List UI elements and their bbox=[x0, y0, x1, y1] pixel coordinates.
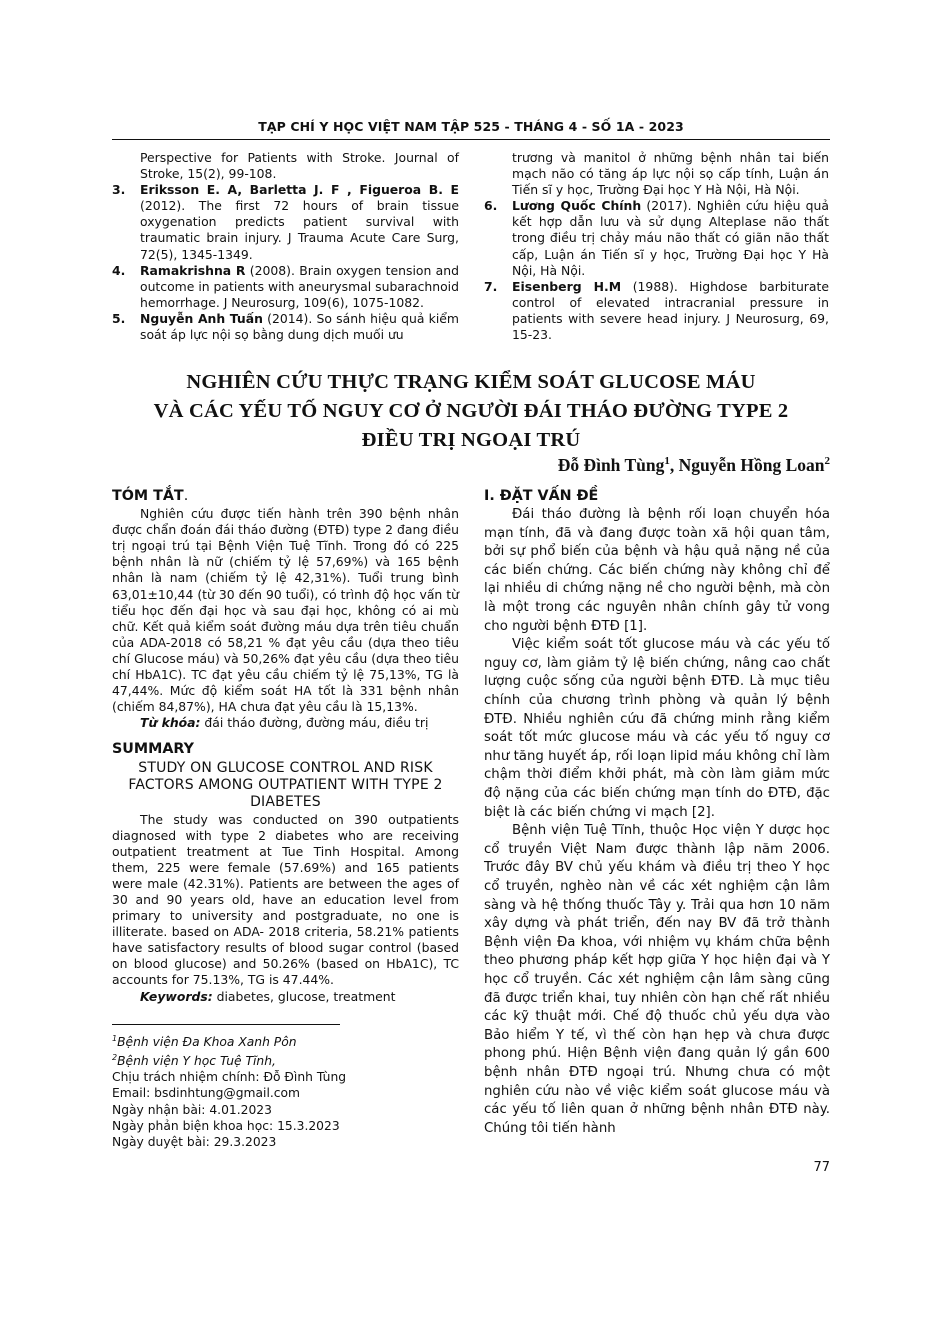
intro-paragraph: Đái tháo đường là bệnh rối loạn chuyển hóa mạn tính, đã và đang được toàn xã hội quan tâm, bởi sự phổ biến của bệnh và hậu quả nặng nề của các biến chứng. Các biến chứng này không chỉ để lại nhiều di chứng nặng nề cho người bệnh, mà còn là một trong các nguyên nhân chính gây tử vong cho người bệnh ĐTĐ [1]. bbox=[484, 507, 830, 634]
reference-item bbox=[112, 311, 459, 343]
author-affiliation-mark: 2 bbox=[824, 455, 830, 468]
reference-text: (2008). Brain oxygen tension and outcome in patients with aneurysmal subarachnoid hemorrhage. J Neurosurg, 109(6), 1075-1082. bbox=[140, 262, 459, 310]
title-line: NGHIÊN CỨU THỰC TRẠNG KIỂM SOÁT GLUCOSE MÁU bbox=[186, 371, 756, 393]
page-number: 77 bbox=[813, 1160, 830, 1175]
reference-item bbox=[484, 198, 829, 278]
reference-text: (2012). The first 72 hours of brain tissue oxygenation predicts patient survival with traumatic brain injury. J Trauma Acute Care Surg, 72(5), 1345-1349. bbox=[140, 198, 459, 262]
reference-continuation: Perspective for Patients with Stroke. Journal of Stroke, 15(2), 99-108. bbox=[140, 150, 459, 182]
header-rule bbox=[112, 139, 830, 140]
reference-author: Lương Quốc Chính bbox=[512, 198, 642, 214]
left-column bbox=[112, 488, 459, 1005]
footnotes bbox=[112, 1031, 459, 1150]
article-title bbox=[112, 368, 830, 455]
abstract-heading: TÓM TẮT. bbox=[112, 488, 189, 504]
footnote-rule bbox=[112, 1024, 340, 1025]
intro-paragraph: Việc kiểm soát tốt glucose máu và các yếu tố nguy cơ, làm giảm tỷ lệ biến chứng, nâng cao chất lượng cuộc sống của người bệnh ĐTĐ. Là mục tiêu chính của chương trình phòng và quản lý bệnh ĐTĐ. Nhiều nghiên cứu đã chứng minh rằng kiểm soát tốt mức glucose máu và các yếu tố nguy cơ như tăng huyết áp, rối loạn lipid máu không chỉ làm chậm thời điểm khởi phát, mà còn làm giảm mức độ nặng của các biến chứng mạn tính do ĐTĐ, đặc biệt là các biến chứng vi mạch [2]. bbox=[484, 637, 830, 820]
reference-text: (2017). Nghiên cứu hiệu quả kết hợp dẫn lưu và sử dụng Alteplase não thất trong điều trị chảy máu não thất có giãn não thất cấp, Luận án Tiến sĩ y học, Trường Đại học Y Hà Nội, Hà Nội. bbox=[512, 198, 829, 278]
author-line: Đỗ Đình Tùng$^1$, Nguyễn Hồng Loan$^2$ bbox=[557, 455, 830, 475]
author-name: Đỗ Đình Tùng bbox=[557, 455, 665, 475]
reference-number: 6. bbox=[484, 198, 498, 214]
summary-keywords: Keywords: diabetes, glucose, treatment bbox=[140, 988, 396, 1004]
abstract-text: Nghiên cứu được tiến hành trên 390 bệnh nhân được chẩn đoán đái tháo đường (ĐTĐ) type 2 đang điều trị ngoại trú tại Bệnh Viện Tuệ Tĩnh. Trong đó có 225 bệnh nhân là nữ (chiếm tỷ lệ 57,69%) và 165 bệnh nhân là nam (chiếm tỷ lệ 42,31%). Tuổi trung bình 63,01±10,44 (từ 30 đến 90 tuổi), có trình độ học vấn từ tiểu học đến đại học và sau đại học, không có ai mù chữ. Kết quả kiểm soát đường máu dựa trên tiêu chuẩn của ADA-2018 có 58,21 % đạt yêu cầu (dựa theo tiêu chí Glucose máu) và 50,26% đạt yêu cầu (dựa theo tiêu chí HbA1C). TC đạt yêu cầu chiếm tỷ lệ 75,13%, TG là 47,44%. Mức độ kiểm soát HA tốt là 331 bệnh nhân (chiếm 84,87%), HA chưa đạt yêu cầu là 15,13%. bbox=[112, 506, 459, 715]
affiliation-1: $^1$Bệnh viện Đa Khoa Xanh Pôn bbox=[112, 1034, 297, 1050]
summary-heading: SUMMARY bbox=[112, 741, 195, 758]
summary-title: STUDY ON GLUCOSE CONTROL AND RISK FACTORS AMONG OUTPATIENT WITH TYPE 2 DIABETES bbox=[128, 759, 443, 810]
author-affiliation-mark: 1 bbox=[664, 455, 670, 468]
reference-continuation: trương và manitol ở những bệnh nhân tai biến mạch não có tăng áp lực nội sọ cấp tính, Luận án Tiến sĩ y học, Trường Đại học Y Hà Nội, Hà Nội. bbox=[512, 150, 829, 198]
reference-author: Nguyễn Anh Tuấn bbox=[140, 310, 263, 326]
references-right bbox=[484, 150, 829, 343]
footnote-line: Email: bsdinhtung@gmail.com bbox=[112, 1086, 301, 1101]
footnote-line: Chịu trách nhiệm chính: Đỗ Đình Tùng bbox=[112, 1070, 347, 1085]
running-header: TẠP CHÍ Y HỌC VIỆT NAM TẬP 525 - THÁNG 4 - SỐ 1A - 2023 bbox=[258, 119, 684, 134]
reference-number: 3. bbox=[112, 182, 126, 198]
reference-item bbox=[484, 279, 829, 343]
author-name: Nguyễn Hồng Loan bbox=[678, 455, 825, 475]
affiliation-2: $^2$Bệnh viện Y học Tuệ Tĩnh, bbox=[112, 1053, 276, 1069]
footnote-line: Ngày nhận bài: 4.01.2023 bbox=[112, 1102, 272, 1117]
footnote-line: Ngày phản biện khoa học: 15.3.2023 bbox=[112, 1118, 340, 1133]
reference-text: (2014). So sánh hiệu quả kiểm soát áp lực nội sọ bằng dung dịch muối ưu bbox=[140, 310, 459, 343]
reference-item bbox=[112, 263, 459, 311]
reference-number: 7. bbox=[484, 278, 498, 294]
references-left bbox=[112, 150, 459, 343]
intro-heading: I. ĐẶT VẤN ĐỀ bbox=[484, 488, 599, 504]
reference-author: Eriksson E. A, Barletta J. F , Figueroa B. E bbox=[140, 182, 459, 198]
footnote-line: Ngày duyệt bài: 29.3.2023 bbox=[112, 1134, 277, 1149]
reference-text: (1988). Highdose barbiturate control of elevated intracranial pressure in patients with severe head injury. J Neurosurg, 69, 15-23. bbox=[512, 278, 829, 343]
reference-author: Eisenberg H.M bbox=[512, 278, 622, 294]
abstract-keywords: Từ khóa: đái tháo đường, đường máu, điều trị bbox=[140, 715, 429, 731]
reference-number: 4. bbox=[112, 262, 126, 278]
title-line: ĐIỀU TRỊ NGOẠI TRÚ bbox=[361, 429, 581, 451]
summary-text: The study was conducted on 390 outpatients diagnosed with type 2 diabetes who are receiving outpatient treatment at Tue Tinh Hospital. Among them, 225 were female (57.69%) and 165 patients were male (42.31%). Patients are between the ages of 30 and 90 years old, have an education level from primary to university and postgraduate, no one is illiterate. based on ADA- 2018 criteria, 58.21% patients have satisfactory results of blood sugar control (based on blood glucose) and 50.26% (based on HbA1C), TC accounts for 75.13%, TG is 47.44%. bbox=[112, 811, 459, 988]
intro-paragraph: Bệnh viện Tuệ Tĩnh, thuộc Học viện Y dược học cổ truyền Việt Nam được thành lập năm 2006. Trước đây BV chủ yếu khám và điều trị theo Y học cổ truyền, nghèo nàn về các xét nghiệm cận lâm sàng và hệ thống thuốc Tây y. Trải qua hơn 10 năm xây dựng và phát triển, đến nay BV đã trở thành Bệnh viện Đa khoa, với nhiệm vụ khám chữa bệnh theo phương pháp kết hợp giữa Y học hiện đại và Y học cổ truyền. Các xét nghiệm cận lâm sàng cũng đã được triển khai, tuy nhiên còn hạn chế rất nhiều các kỹ thuật mới. Chế độ thuốc chủ yếu dựa vào Bảo hiểm Y tế, vì thế còn hạn hẹp và chưa được phong phú. Hiện Bệnh viện đang quản lý gần 600 bệnh nhân ĐTĐ ngoại trú. Nhưng chưa có một nghiên cứu nào về việc kiểm soát glucose máu và các yếu tố liên quan ở những bệnh nhân ĐTĐ này. Chúng tôi tiến hành bbox=[484, 823, 830, 1136]
reference-number: 5. bbox=[112, 310, 126, 326]
reference-item bbox=[112, 182, 459, 262]
right-column bbox=[484, 488, 830, 1138]
title-line: VÀ CÁC YẾU TỐ NGUY CƠ Ở NGƯỜI ĐÁI THÁO ĐƯỜNG TYPE 2 bbox=[153, 400, 789, 422]
reference-author: Ramakrishna R bbox=[140, 262, 246, 278]
